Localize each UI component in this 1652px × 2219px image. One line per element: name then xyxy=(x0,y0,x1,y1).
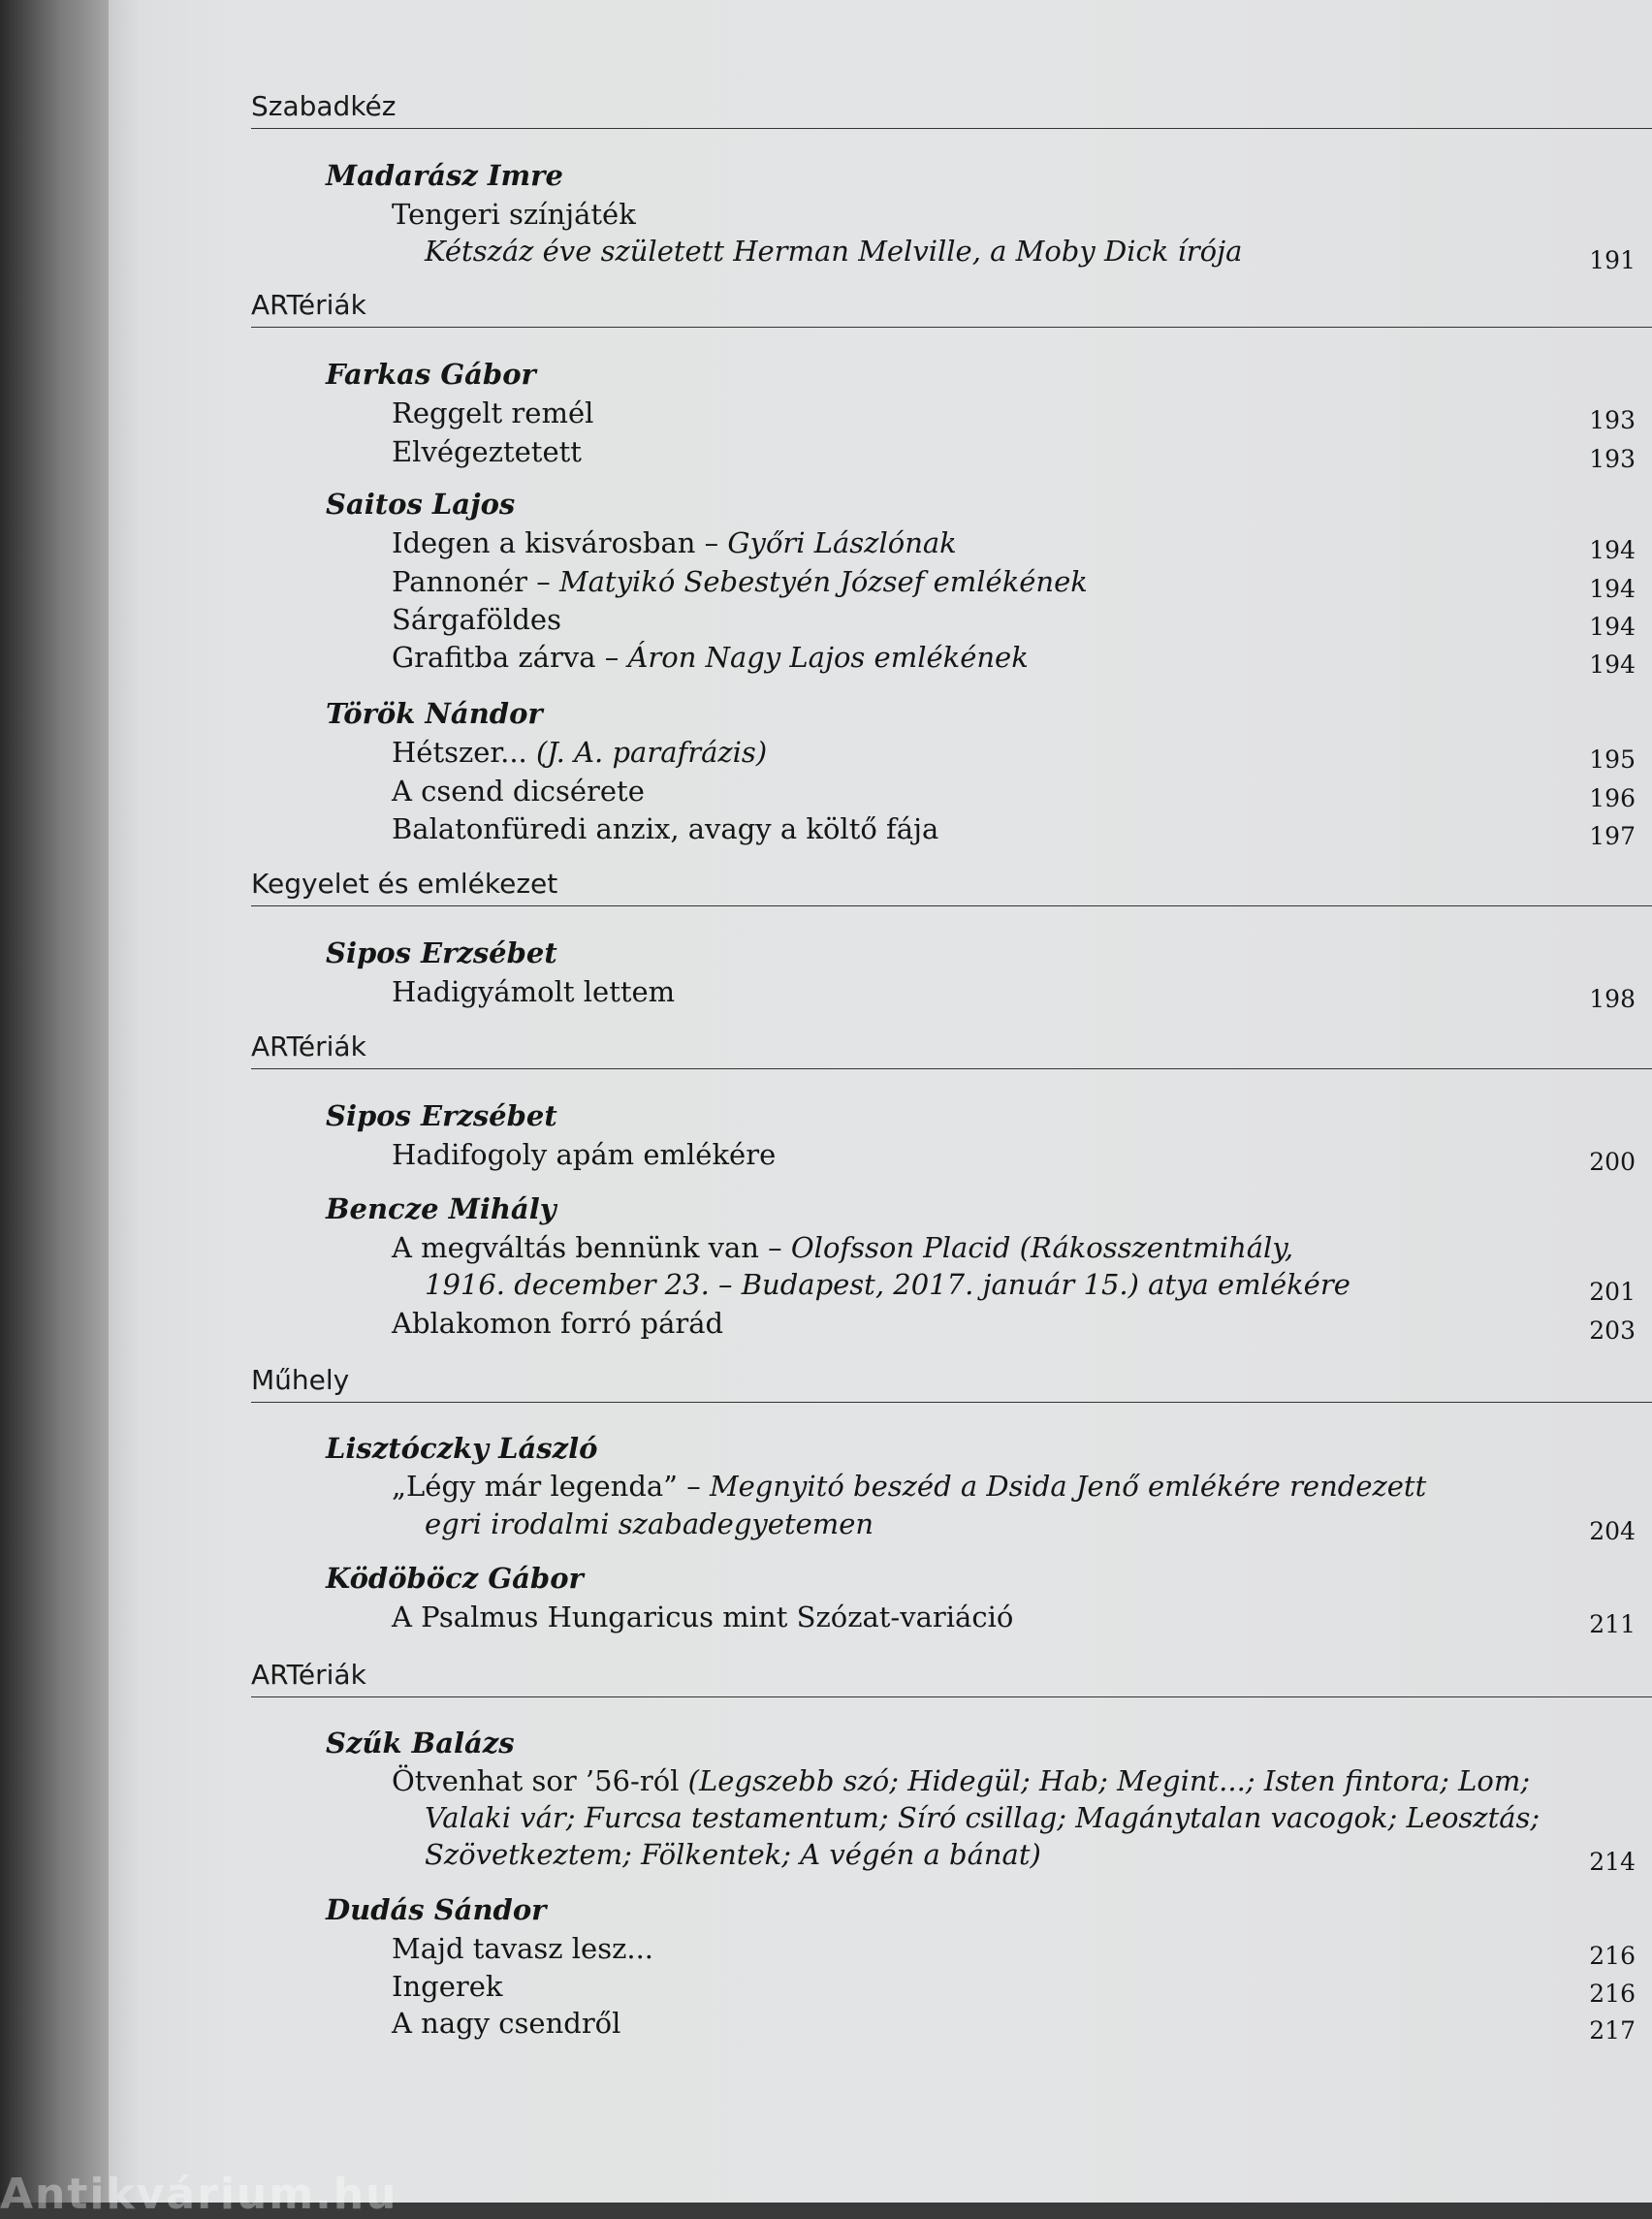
entry-title: Ablakomon forró párád xyxy=(392,1307,724,1340)
toc-entry xyxy=(392,1307,1628,1340)
toc-entry xyxy=(392,1231,1628,1264)
entry-title: Idegen a kisvárosban – xyxy=(392,526,728,559)
section-header-arteriak-2 xyxy=(251,1030,1652,1069)
entry-title: A csend dicsérete xyxy=(392,775,645,808)
entry-title: Hadigyámolt lettem xyxy=(392,975,676,1008)
toc-entry xyxy=(392,812,1628,845)
page-number: 196 xyxy=(1589,784,1636,812)
entry-title: Ötvenhat sor ’56-ról xyxy=(392,1764,688,1797)
section-rule xyxy=(251,1068,1652,1069)
section-title: Szabadkéz xyxy=(251,90,397,122)
toc-entry xyxy=(392,1932,1628,1965)
toc-entry xyxy=(392,775,1628,808)
section-header-muhely xyxy=(251,1363,1652,1403)
page-number: 217 xyxy=(1589,2016,1636,2045)
section-rule xyxy=(251,128,1652,129)
author-name: Saitos Lajos xyxy=(326,488,516,521)
toc-entry xyxy=(392,1138,1628,1171)
author-name: Török Nándor xyxy=(326,697,543,730)
entry-subtitle: 1916. december 23. – Budapest, 2017. január 15.) atya emlékére xyxy=(425,1268,1350,1301)
author-name: Bencze Mihály xyxy=(326,1192,556,1225)
entry-subtitle: Valaki vár; Furcsa testamentum; Síró csillag; Magánytalan vacogok; Leosztás; xyxy=(425,1801,1541,1834)
toc-entry xyxy=(392,396,1628,429)
page-number: 204 xyxy=(1589,1517,1636,1545)
entry-subtitle: Kétszáz éve született Herman Melville, a Moby Dick írója xyxy=(425,235,1243,268)
author-name: Dudás Sándor xyxy=(326,1893,547,1926)
section-rule xyxy=(251,905,1652,906)
section-rule xyxy=(251,1696,1652,1697)
toc-entry xyxy=(392,736,1628,769)
entry-title: Ingerek xyxy=(392,1970,503,2003)
entry-title: Hadifogoly apám emlékére xyxy=(392,1138,777,1171)
toc-entry xyxy=(425,235,1628,268)
page-number: 191 xyxy=(1589,246,1636,274)
toc-entry xyxy=(392,1764,1628,1797)
entry-title: Balatonfüredi anzix, avagy a költő fája xyxy=(392,812,939,845)
toc-entry xyxy=(392,603,1628,636)
entry-title: A megváltás bennünk van – xyxy=(392,1231,791,1264)
section-title: ARTériák xyxy=(251,289,366,321)
page-number: 216 xyxy=(1589,1942,1636,1970)
entry-subtitle: Áron Nagy Lajos emlékének xyxy=(627,641,1029,674)
author-name: Farkas Gábor xyxy=(326,358,536,391)
page-number: 197 xyxy=(1589,822,1636,850)
page-number: 193 xyxy=(1589,445,1636,473)
page-number: 194 xyxy=(1589,613,1636,641)
page-number: 194 xyxy=(1589,536,1636,564)
toc-entry xyxy=(392,1970,1628,2003)
book-page xyxy=(109,0,1652,2203)
toc-entry xyxy=(425,1801,1628,1834)
page-number: 214 xyxy=(1589,1848,1636,1876)
page-number: 198 xyxy=(1589,985,1636,1013)
page-number: 201 xyxy=(1589,1278,1636,1306)
entry-subtitle: (Legszebb szó; Hidegül; Hab; Megint...; Isten fintora; Lom; xyxy=(687,1764,1531,1797)
section-title: ARTériák xyxy=(251,1659,366,1691)
entry-subtitle: Megnyitó beszéd a Dsida Jenő emlékére rendezett xyxy=(709,1470,1427,1503)
section-rule xyxy=(251,1402,1652,1403)
toc-entry xyxy=(392,526,1628,559)
toc-entry xyxy=(392,1470,1628,1503)
page-number: 195 xyxy=(1589,745,1636,774)
entry-title: Grafitba zárva – xyxy=(392,641,628,674)
entry-subtitle: Olofsson Placid (Rákosszentmihály, xyxy=(790,1231,1294,1264)
page-number: 211 xyxy=(1589,1610,1636,1638)
section-title: Kegyelet és emlékezet xyxy=(251,868,558,900)
entry-subtitle: Szövetkeztem; Fölkentek; A végén a bánat) xyxy=(425,1838,1041,1871)
section-title: ARTériák xyxy=(251,1030,366,1062)
page-number: 194 xyxy=(1589,575,1636,603)
entry-subtitle: Matyikó Sebestyén József emlékének xyxy=(558,565,1088,598)
entry-title: Pannonér – xyxy=(392,565,559,598)
author-name: Lisztóczky László xyxy=(326,1432,598,1465)
page-number: 203 xyxy=(1589,1316,1636,1345)
page-number: 194 xyxy=(1589,650,1636,679)
entry-title: A Psalmus Hungaricus mint Szózat-variáció xyxy=(392,1601,1014,1633)
entry-title: Majd tavasz lesz... xyxy=(392,1932,654,1965)
entry-subtitle: egri irodalmi szabadegyetemen xyxy=(425,1507,874,1540)
entry-title: Hétszer... xyxy=(392,736,536,769)
section-header-szabadkez xyxy=(251,89,1652,129)
author-name: Madarász Imre xyxy=(326,159,563,192)
section-header-arteriak-1 xyxy=(251,288,1652,328)
entry-title: Sárgaföldes xyxy=(392,603,561,636)
entry-title: Tengeri színjáték xyxy=(392,198,636,231)
section-header-kegyelet xyxy=(251,867,1652,906)
author-name: Szűk Balázs xyxy=(326,1727,515,1759)
page-number: 200 xyxy=(1589,1148,1636,1176)
toc-entry xyxy=(392,198,1628,231)
book-spine-shadow xyxy=(0,0,109,2203)
section-rule xyxy=(251,327,1652,328)
toc-entry xyxy=(392,565,1628,598)
page-number: 216 xyxy=(1589,1980,1636,2008)
section-header-arteriak-3 xyxy=(251,1658,1652,1697)
author-name: Sipos Erzsébet xyxy=(326,1099,557,1132)
toc-entry xyxy=(392,2007,1628,2040)
toc-entry xyxy=(392,435,1628,468)
toc-entry xyxy=(392,975,1628,1008)
entry-title: Elvégeztetett xyxy=(392,435,582,468)
toc-entry xyxy=(392,1601,1628,1633)
author-name: Sipos Erzsébet xyxy=(326,936,557,969)
entry-subtitle: (J. A. parafrázis) xyxy=(535,736,768,769)
page-number: 193 xyxy=(1589,406,1636,434)
toc-entry xyxy=(425,1268,1628,1301)
author-name: Ködöböcz Gábor xyxy=(326,1562,584,1595)
toc-entry xyxy=(425,1507,1628,1540)
entry-subtitle: Győri Lászlónak xyxy=(727,526,957,559)
entry-title: A nagy csendről xyxy=(392,2007,621,2040)
watermark-text: Antikvárium.hu xyxy=(0,2170,398,2219)
entry-title: Reggelt remél xyxy=(392,396,594,429)
toc-entry xyxy=(392,641,1628,674)
section-title: Műhely xyxy=(251,1364,350,1396)
entry-title: „Légy már legenda” – xyxy=(392,1470,710,1503)
toc-entry xyxy=(425,1838,1628,1871)
